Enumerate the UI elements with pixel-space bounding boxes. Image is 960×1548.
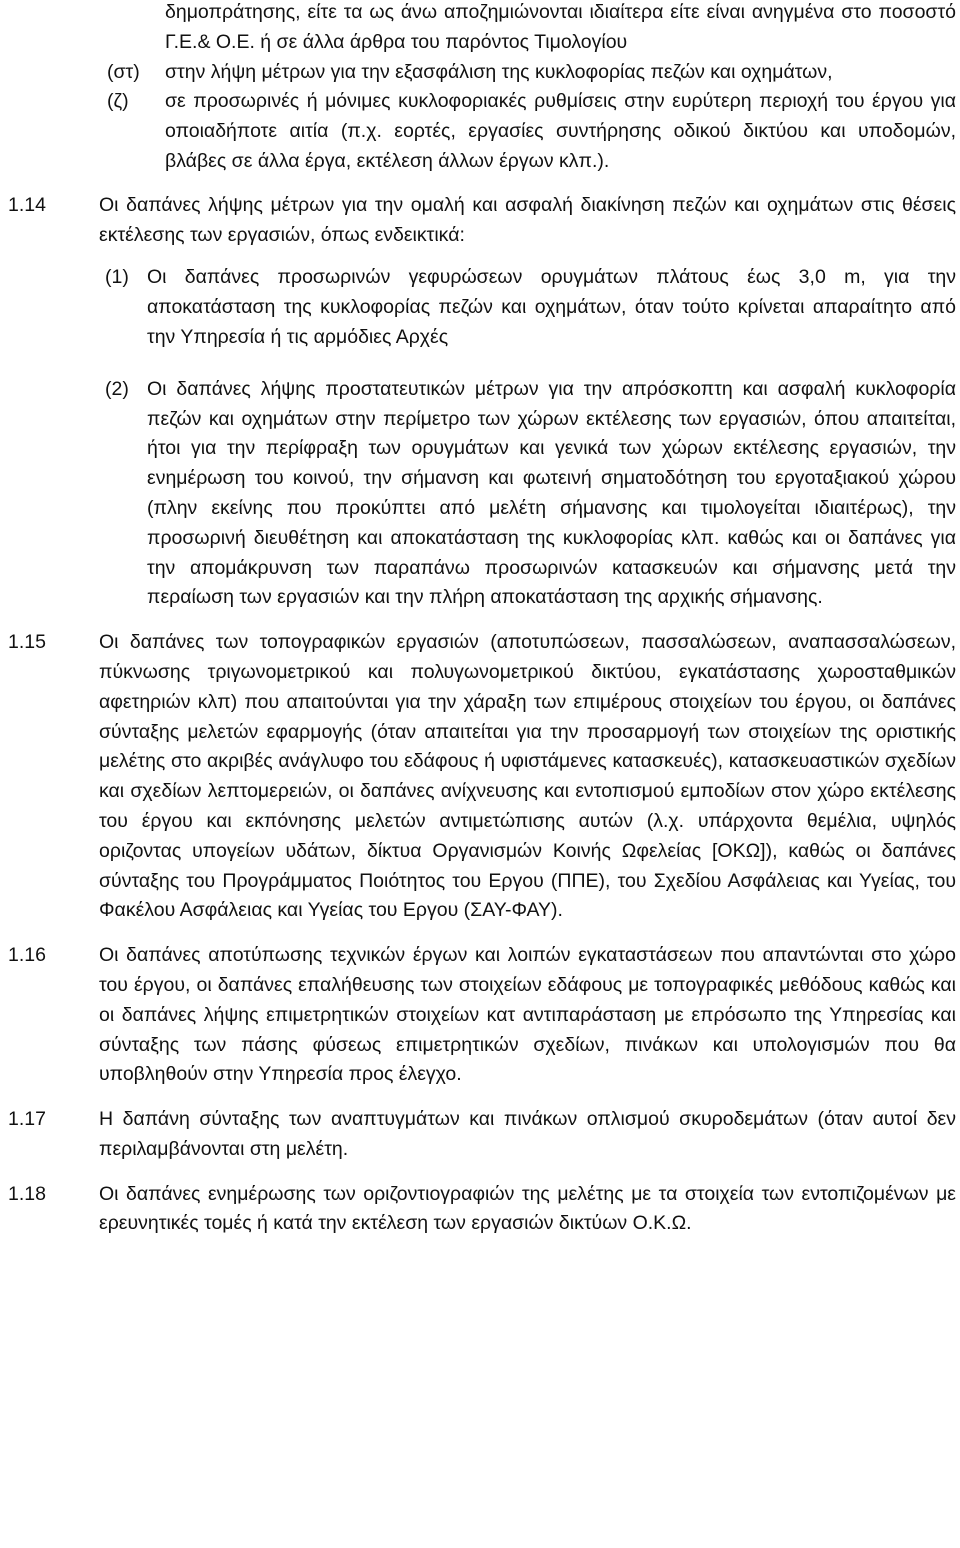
section-1-14-item-2 <box>105 375 956 613</box>
section-text: Η δαπάνη σύνταξης των αναπτυγμάτων και πινάκων οπλισμού σκυροδεμάτων (όταν αυτοί δεν περιλαμβάνονται στη μελέτη. <box>99 1108 956 1160</box>
section-number: 1.17 <box>8 1108 46 1131</box>
section-1-14-item-1 <box>105 263 956 352</box>
section-number: 1.16 <box>8 944 46 967</box>
item-text: Οι δαπάνες προσωρινών γεφυρώσεων ορυγμάτων πλάτους έως 3,0 m, για την αποκατάσταση της κυκλοφορίας πεζών και οχημάτων, όταν τούτο κρίνεται απαραίτητο από την Υπηρεσία ή τις αρμόδιες Αρχές <box>147 266 956 348</box>
section-text: Οι δαπάνες ενημέρωσης των οριζοντιογραφιών της μελέτης με τα στοιχεία των εντοπιζομένων με ερευνητικές τομές ή κατά την εκτέλεση των εργασιών δικτύων Ο.Κ.Ω. <box>99 1182 956 1235</box>
section-number: 1.14 <box>8 193 46 216</box>
section-text: Οι δαπάνες λήψης μέτρων για την ομαλή και ασφαλή διακίνηση πεζών και οχημάτων στις θέσεις εκτέλεσης των εργασιών, όπως ενδεικτικά: <box>99 193 956 246</box>
section-1-17 <box>8 1105 956 1165</box>
section-1-14 <box>8 191 956 251</box>
subitem-label: (ζ) <box>107 90 129 113</box>
subitem-z <box>107 87 956 176</box>
subitem-text: σε προσωρινές ή μόνιμες κυκλοφοριακές ρυθμίσεις στην ευρύτερη περιοχή του έργου για οποιαδήποτε αιτία (π.χ. εορτές, εργασίες συντήρησης οδικού δικτύου και υποδομών, βλάβες σε άλλα έργα, εκτέλεση άλλων έργων κλπ.). <box>165 90 956 172</box>
subitem-text: στην λήψη μέτρων για την εξασφάλιση της κυκλοφορίας πεζών και οχημάτων, <box>165 60 833 83</box>
section-1-18 <box>8 1180 956 1240</box>
item-label: (2) <box>105 377 129 400</box>
subitem-st <box>107 58 956 88</box>
section-text: Οι δαπάνες των τοπογραφικών εργασιών (αποτυπώσεων, πασσαλώσεων, αναπασσαλώσεων, πύκνωσης τριγωνομετρικού και πολυγωνομετρικού δικτύου, εγκατάστασης χωροσταθμικών αφετηριών κλπ) που απαιτούνται για την χάραξη των επιμέρους στοιχείων του έργου, οι δαπάνες σύνταξης μελετών εφαρμογής (όταν απαιτείται για την προσαρμογή των στοιχείων της οριστικής μελέτης στο ακριβές ανάγλυφο του εδάφους ή υφιστάμενες κατασκευές), κατασκευαστικών σχεδίων και σχεδίων λεπτομερειών, οι δαπάνες ανίχνευσης και εντοπισμού εμποδίων στον χώρο εκτέλεσης του έργου και εκπόνησης μελετών αντιμετώπισης αυτών (λ.χ. υπάρχοντα θεμέλια, υψηλός οριζοντας υπογείων υδάτων, δίκτυα Οργανισμών Κοινής Ωφελείας [ΟΚΩ]), καθώς οι δαπάνες σύνταξης του Προγράμματος Ποιότητος του Εργου (ΠΠΕ), του Σχεδίου Ασφάλειας και Υγείας, του Φακέλου Ασφάλειας και Υγείας του Εργου (ΣΑΥ-ΦΑΥ). <box>99 631 956 922</box>
section-number: 1.15 <box>8 631 46 654</box>
section-number: 1.18 <box>8 1182 46 1205</box>
section-1-15 <box>8 628 956 926</box>
subitem-label: (στ) <box>107 60 140 83</box>
item-label: (1) <box>105 266 129 289</box>
continuation-paragraph: δημοπράτησης, είτε τα ως άνω αποζημιώνονται ιδιαίτερα είτε είναι ανηγμένα στο ποσοστό Γ.Ε.& Ο.Ε. ή σε άλλα άρθρα του παρόντος Τιμολογίου <box>165 1 956 53</box>
item-text: Οι δαπάνες λήψης προστατευτικών μέτρων για την απρόσκοπτη και ασφαλή κυκλοφορία πεζών και οχημάτων στην περίμετρο των χώρων εκτέλεσης των εργασιών, όπου απαιτείται, ήτοι για την περίφραξη των ορυγμάτων και γενικά των χώρων εκτέλεσης εργασιών, την ενημέρωση του κοινού, την σήμανση και φωτεινή σηματοδότηση του εργοταξιακού χώρου (πλην εκείνης που προκύπτει από μελέτη σήμανσης και τιμολογείται ιδιαιτέρως), την προσωρινή διευθέτηση και αποκατάσταση της κυκλοφορίας κλπ. καθώς και οι δαπάνες για την απομάκρυνση των παραπάνω προσωρινών κατασκευών και σήμανσης μετά την περαίωση των εργασιών και την πλήρη αποκατάσταση της αρχικής σήμανσης. <box>147 377 956 609</box>
section-1-16 <box>8 941 956 1090</box>
section-text: Οι δαπάνες αποτύπωσης τεχνικών έργων και λοιπών εγκαταστάσεων που απαντώνται στο χώρο του έργου, οι δαπάνες επαλήθευσης των στοιχείων εδάφους με τοπογραφικές μεθόδους καθώς και οι δαπάνες λήψης επιμετρητικών στοιχείων κατ αντιπαράσταση με επρόσωπο της Υπηρεσίας και σύνταξης των πάσης φύσεως επιμετρητικών σχεδίων, πινάκων και υπολογισμών που θα υποβληθούν στην Υπηρεσία προς έλεγχο. <box>99 944 956 1086</box>
